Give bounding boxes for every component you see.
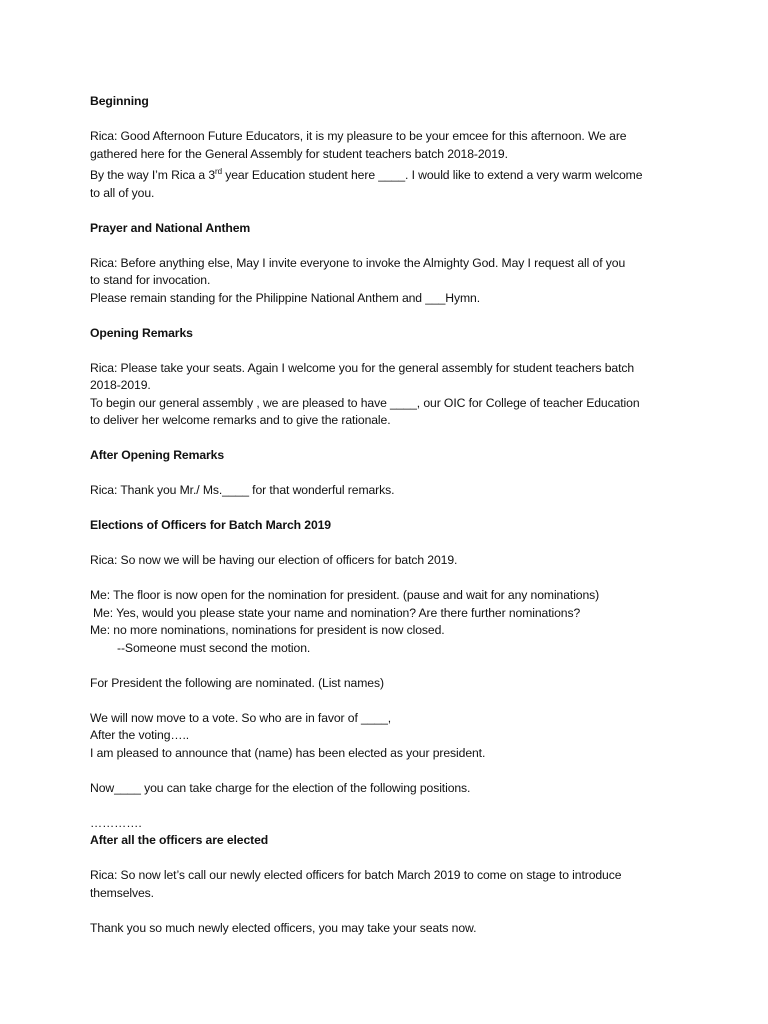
- opening-line-4: to deliver her welcome remarks and to give the rationale.: [90, 413, 391, 428]
- nomination-line-1: Me: The floor is now open for the nomination for president. (pause and wait for any nominations): [90, 588, 600, 603]
- opening-line-1: Rica: Please take your seats. Again I welcome you for the general assembly for student teachers batch: [90, 360, 635, 375]
- heading-beginning: Beginning: [90, 94, 149, 108]
- vote-line-2: After the voting…..: [90, 728, 190, 743]
- officers-line-1: Rica: So now let’s call our newly elected officers for batch March 2019 to come on stage to introduce: [90, 868, 622, 883]
- heading-prayer: Prayer and National Anthem: [90, 220, 251, 235]
- nomination-line-4: --Someone must second the motion.: [117, 640, 311, 655]
- closing-line: Thank you so much newly elected officers, you may take your seats now.: [90, 920, 477, 935]
- heading-officers-elected: After all the officers are elected: [90, 833, 269, 848]
- vote-line-3: I am pleased to announce that (name) has been elected as your president.: [90, 745, 486, 760]
- beginning-line-2: gathered here for the General Assembly for student teachers batch 2018-2019.: [90, 146, 508, 161]
- heading-opening-remarks: Opening Remarks: [90, 325, 193, 340]
- officers-line-2: themselves.: [90, 885, 154, 900]
- after-opening-line-1: Rica: Thank you Mr./ Ms.____ for that wonderful remarks.: [90, 483, 395, 498]
- beginning-line-4: to all of you.: [90, 185, 155, 200]
- ellipsis-line: ………….: [90, 815, 142, 830]
- document-page: [90, 93, 730, 937]
- opening-line-3: To begin our general assembly , we are pleased to have ____, our OIC for College of teacher Education: [90, 395, 640, 410]
- handover-line: Now____ you can take charge for the election of the following positions.: [90, 780, 471, 795]
- heading-after-opening: After Opening Remarks: [90, 448, 225, 463]
- beginning-line-3: By the way I’m Rica a 3rd year Education student here ____. I would like to extend a very warm welcome: [90, 167, 643, 183]
- nomination-line-2: Me: Yes, would you please state your name and nomination? Are there further nominations?: [93, 605, 581, 620]
- prayer-line-1: Rica: Before anything else, May I invite everyone to invoke the Almighty God. May I request all of you: [90, 255, 626, 270]
- heading-elections: Elections of Officers for Batch March 2019: [90, 518, 331, 533]
- nomination-line-3: Me: no more nominations, nominations for president is now closed.: [90, 623, 445, 638]
- elections-line-1: Rica: So now we will be having our election of officers for batch 2019.: [90, 553, 458, 568]
- vote-line-1: We will now move to a vote. So who are in favor of ____,: [90, 710, 392, 725]
- prayer-line-3: Please remain standing for the Philippine National Anthem and ___Hymn.: [90, 290, 481, 305]
- beginning-line-1: Rica: Good Afternoon Future Educators, it is my pleasure to be your emcee for this afternoon. We are: [90, 129, 627, 143]
- nominated-line: For President the following are nominated. (List names): [90, 675, 384, 690]
- prayer-line-2: to stand for invocation.: [90, 273, 211, 288]
- opening-line-2: 2018-2019.: [90, 378, 151, 393]
